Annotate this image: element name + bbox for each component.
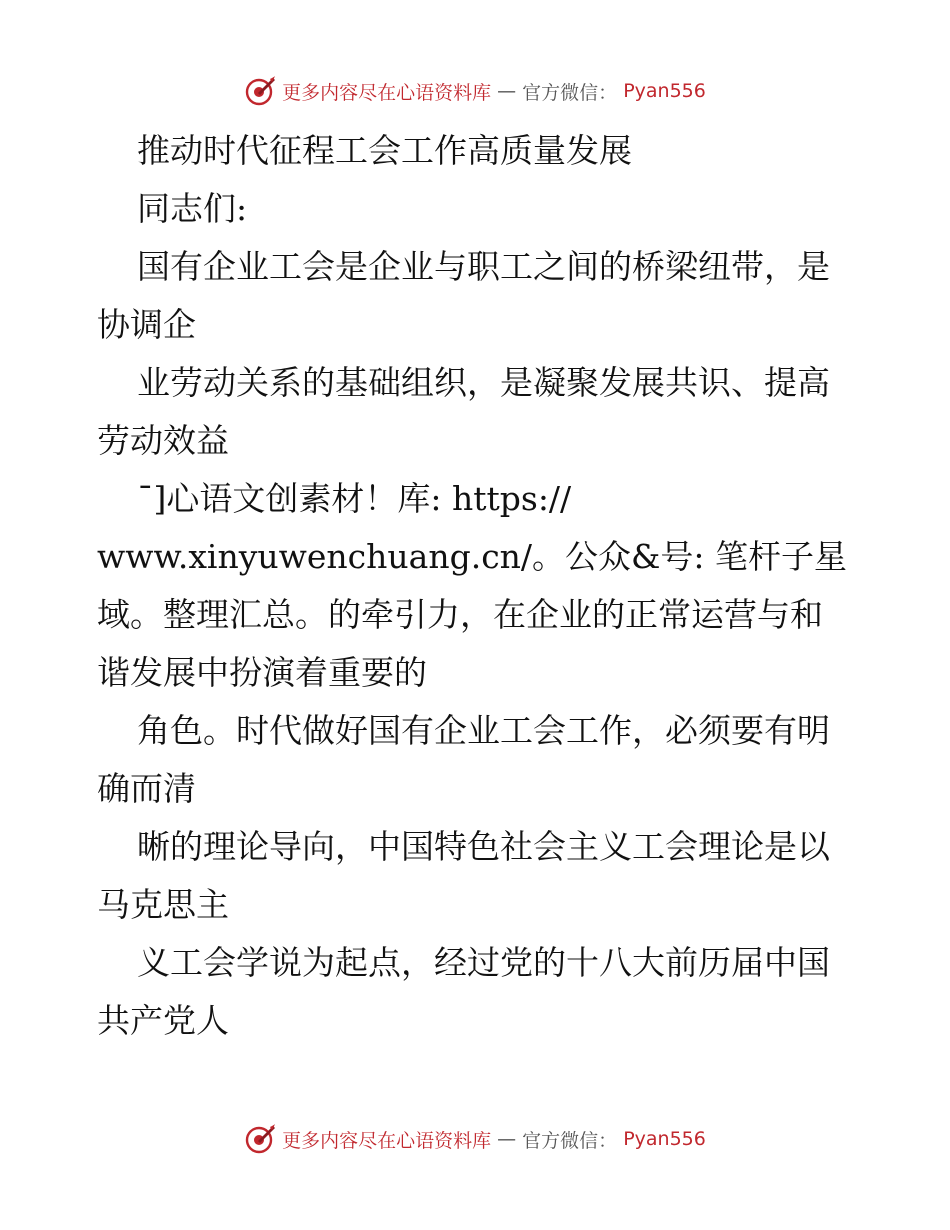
banner-account: Pyan556: [623, 1128, 706, 1150]
paragraph-line: www.xinyuwenchuang.cn/。公众&号: 笔杆子星: [97, 537, 848, 576]
quill-pen-logo-icon: [244, 1123, 276, 1155]
salutation: 同志们:: [137, 189, 248, 228]
paragraph-line: 角色。时代做好国有企业工会工作，必须要有明: [137, 711, 830, 750]
paragraph-line: 国有企业工会是企业与职工之间的桥梁纽带，是: [137, 247, 830, 286]
paragraph-line: 晰的理论导向，中国特色社会主义工会理论是以: [137, 827, 830, 866]
paragraph-line: 域。整理汇总。的牵引力，在企业的正常运营与和: [97, 595, 823, 634]
footer-banner: [0, 1119, 950, 1159]
paragraph-line: 确而清: [97, 769, 196, 808]
banner-dash: —: [497, 80, 517, 102]
paragraph-line: 业劳动关系的基础组织，是凝聚发展共识、提高: [137, 363, 830, 402]
header-banner: [0, 71, 950, 111]
quill-pen-logo-icon: [244, 75, 276, 107]
document-title: 推动时代征程工会工作高质量发展: [137, 131, 632, 170]
paragraph-line: 马克思主: [97, 885, 229, 924]
banner-slogan: 更多内容尽在心语资料库: [282, 81, 492, 104]
banner-account: Pyan556: [623, 80, 706, 102]
document-body: [97, 122, 857, 1050]
paragraph-line: 协调企: [97, 305, 196, 344]
paragraph-line: ¯]心语文创素材！库: https://: [137, 479, 572, 518]
banner-dash: —: [497, 1128, 517, 1150]
paragraph-line: 义工会学说为起点，经过党的十八大前历届中国: [137, 943, 830, 982]
banner-official-label: 官方微信：: [522, 1129, 618, 1152]
banner-slogan: 更多内容尽在心语资料库: [282, 1129, 492, 1152]
paragraph-line: 谐发展中扮演着重要的: [97, 653, 427, 692]
banner-official-label: 官方微信：: [522, 81, 618, 104]
paragraph-line: 劳动效益: [97, 421, 229, 460]
paragraph-line: 共产党人: [97, 1001, 229, 1040]
